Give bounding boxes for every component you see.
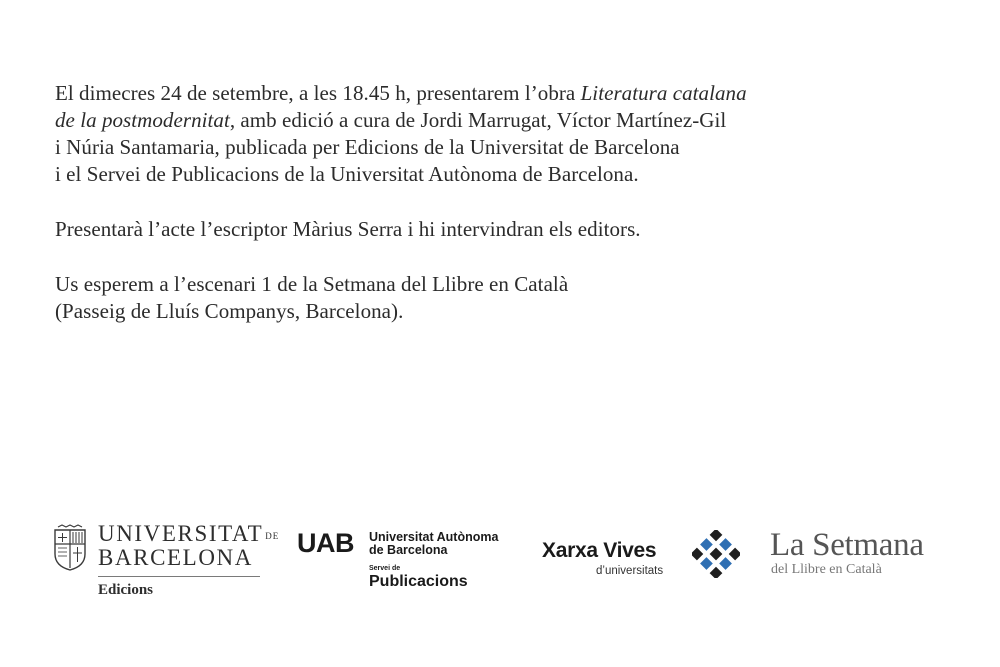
book-title-part1: Literatura catalana (580, 81, 747, 105)
uab-wordmark: UAB (297, 528, 354, 558)
ub-de: DE (265, 531, 280, 541)
invitation-text (55, 80, 955, 353)
paragraph-presenter (55, 216, 955, 243)
setmana-title: La Setmana (770, 527, 924, 563)
paragraph1-line1: El dimecres 24 de setembre, a les 18.45 h, presentarem l’obra Literatura catalana (55, 81, 747, 105)
uab-service-label: Servei de (369, 565, 401, 572)
paragraph3-line2: (Passeig de Lluís Companys, Barcelona). (55, 299, 404, 323)
logo-universitat-de-barcelona-edicions (52, 521, 280, 606)
xarxa-vives-name: Xarxa Vives (542, 539, 657, 562)
uab-publications-label: Publicacions (369, 573, 468, 590)
logo-la-setmana-del-llibre (770, 527, 960, 587)
setmana-subtitle: del Llibre en Català (771, 562, 882, 577)
diamond-grid-icon (692, 530, 740, 578)
logo-uab-servei-publicacions (297, 528, 512, 598)
paragraph-event-details (55, 80, 955, 188)
paragraph1-line2: de la postmodernitat, amb edició a cura de Jordi Marrugat, Víctor Martínez-Gil (55, 108, 727, 132)
ub-name-line2: BARCELONA (98, 545, 253, 570)
uab-name-line2: de Barcelona (369, 543, 448, 557)
paragraph2-line1: Presentarà l’acte l’escriptor Màrius Serra i hi intervindran els editors. (55, 217, 641, 241)
paragraph1-line4: i el Servei de Publicacions de la Universitat Autònoma de Barcelona. (55, 162, 639, 186)
logo-xarxa-vives (542, 530, 742, 582)
ub-name-line1: UNIVERSITAT DE (98, 521, 280, 546)
xarxa-vives-tagline: d’universitats (596, 565, 664, 577)
paragraph1-line3: i Núria Santamaria, publicada per Edicions de la Universitat de Barcelona (55, 135, 680, 159)
book-title-part2: de la postmodernitat (55, 108, 230, 132)
ub-imprint: Edicions (98, 582, 154, 598)
paragraph-location (55, 271, 955, 325)
paragraph3-line1: Us esperem a l’escenari 1 de la Setmana del Llibre en Català (55, 272, 569, 296)
ub-divider (98, 576, 260, 577)
uab-name-line1: Universitat Autònoma (369, 530, 499, 544)
university-seal-icon (52, 524, 88, 572)
